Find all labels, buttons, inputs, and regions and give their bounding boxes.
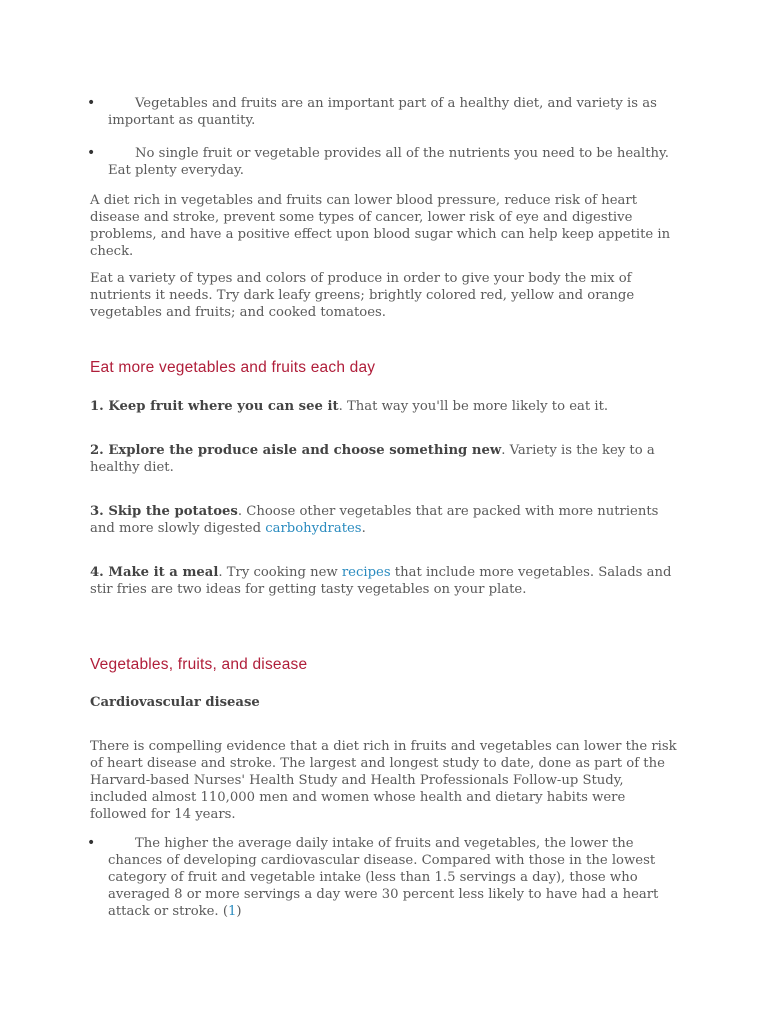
- tip-3: [90, 503, 680, 537]
- tip-text: . That way you'll be more likely to eat it.: [338, 399, 609, 414]
- intro-bullet-2: [87, 145, 680, 179]
- subheading: Cardiovascular disease: [90, 695, 260, 710]
- tip-title: 4. Make it a meal: [90, 565, 219, 580]
- cardio-bullet-close: ): [236, 904, 242, 919]
- tip-title: 1. Keep fruit where you can see it: [90, 399, 339, 414]
- intro-paragraph-2: Eat a variety of types and colors of produce in order to give your body the mix of nutrients it needs. Try dark leafy greens; brightly colored red, yellow and orange vegetables and fruits; and cooked tomatoes.: [90, 271, 635, 320]
- tip-text: . Variety is the key to a healthy diet.: [90, 443, 655, 475]
- tip-text-end: .: [361, 521, 366, 536]
- recipes-link[interactable]: recipes: [341, 565, 391, 580]
- bullet-icon: •: [87, 145, 96, 161]
- tip-2: [90, 442, 680, 476]
- reference-link[interactable]: 1: [227, 904, 237, 919]
- intro-paragraph-1: A diet rich in vegetables and fruits can lower blood pressure, reduce risk of heart disease and stroke, prevent some types of cancer, lower risk of eye and digestive problems, and have a positive effect upon blood sugar which can help keep appetite in check.: [90, 193, 671, 259]
- tip-1: [90, 398, 680, 415]
- carbohydrates-link[interactable]: carbohydrates: [265, 521, 362, 536]
- section-heading: Vegetables, fruits, and disease: [90, 656, 308, 673]
- tip-title: 2. Explore the produce aisle and choose something new: [90, 443, 502, 458]
- tip-text: . Choose other vegetables that are packed with more nutrients and more slowly digested: [90, 504, 659, 536]
- tip-4: [90, 564, 680, 598]
- cardio-bullet: [87, 835, 680, 920]
- section-heading: Eat more vegetables and fruits each day: [90, 359, 376, 376]
- cardio-bullet-text: [108, 835, 680, 920]
- tip-title: 3. Skip the potatoes: [90, 504, 238, 519]
- intro-bullet-text: Vegetables and fruits are an important part of a healthy diet, and variety is as important as quantity.: [108, 96, 657, 128]
- bullet-icon: •: [87, 835, 96, 851]
- bullet-icon: •: [87, 95, 96, 111]
- cardio-paragraph: There is compelling evidence that a diet rich in fruits and vegetables can lower the risk of heart disease and stroke. The largest and longest study to date, done as part of the Harvard-based Nurses' Health Study and Health Professionals Follow-up Study, included almost 110,000 men and women whose health and dietary habits were followed for 14 years.: [90, 739, 677, 822]
- intro-bullet-text: No single fruit or vegetable provides all of the nutrients you need to be healthy. Eat plenty everyday.: [108, 146, 669, 178]
- tip-text: . Try cooking new: [218, 565, 342, 580]
- cardio-bullet-body: The higher the average daily intake of fruits and vegetables, the lower the chances of developing cardiovascular disease. Compared with those in the lowest category of fruit and vegetable intake (less than 1.5 servings a day), those who averaged 8 or more servings a day were 30 percent less likely to have had a heart attack or stroke. (: [108, 836, 659, 919]
- intro-bullet-1: [87, 95, 680, 129]
- tip-text-end: that include more vegetables. Salads and stir fries are two ideas for getting tasty vegetables on your plate.: [90, 565, 672, 597]
